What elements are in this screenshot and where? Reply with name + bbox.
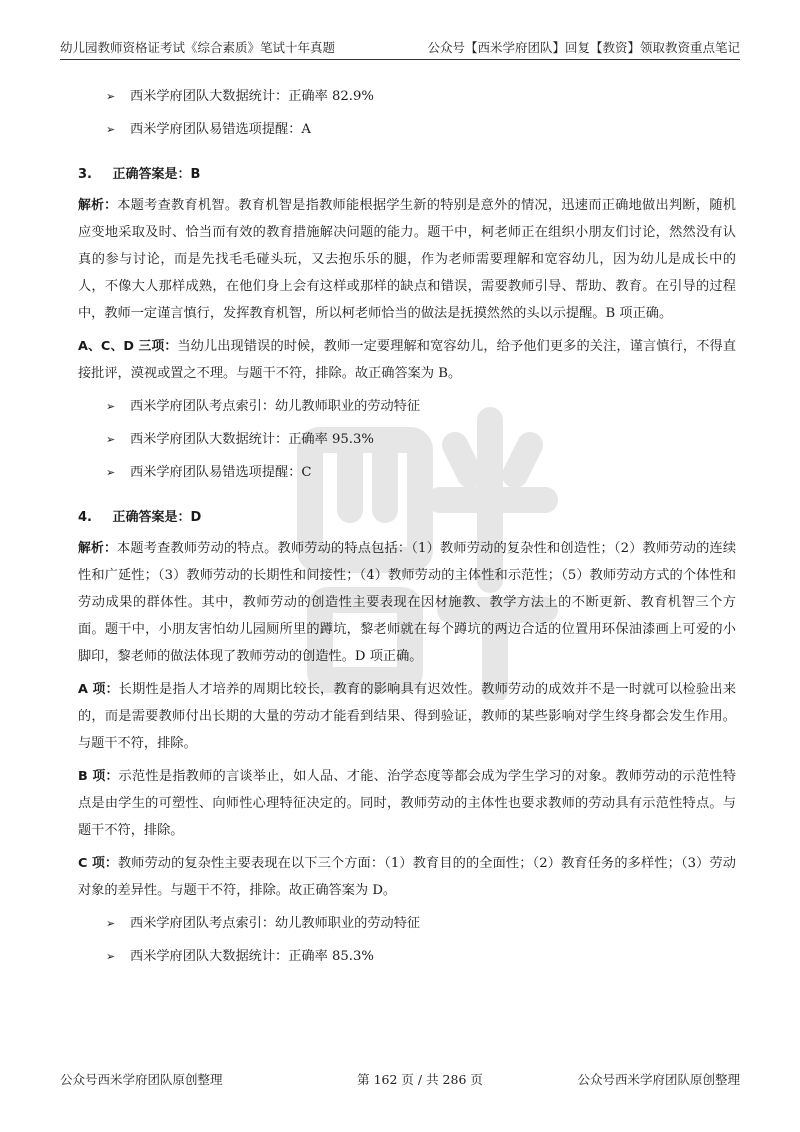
bullet-text: 西米学府团队大数据统计：正确率 82.9%: [130, 89, 374, 104]
correct-answer: 正确答案是：D: [112, 510, 202, 525]
list-item: [78, 393, 736, 420]
arrow-bullet-icon: ➢: [106, 433, 116, 446]
analysis-paragraph: [78, 333, 736, 387]
bullet-text: 西米学府团队考点索引：幼儿教师职业的劳动特征: [130, 399, 421, 414]
para-text: 本题考查教育机智。教育机智是指教师能根据学生新的特别是意外的情况，迅速而正确地做出判断，随机应变地采取及时、恰当而有效的教育措施解决问题的能力。题干中，柯老师正在组织小朋友们讨论，然然没有认真的参与讨论，而是先找毛毛碰头玩，又去抱乐乐的腿，作为老师需要理解和宽容幼儿，因为幼儿是成长中的人，不像大人那样成熟，在他们身上会有这样或那样的缺点和错误，需要教师引导、帮助、教育。在引导的过程中，教师一定谨言慎行，发挥教育机智，所以柯老师恰当的做法是抚摸然然的头以示提醒。B 项正确。: [78, 198, 736, 321]
bullet-text: 西米学府团队易错选项提醒：A: [130, 122, 311, 137]
bullet-text: 西米学府团队大数据统计：正确率 95.3%: [130, 432, 374, 447]
para-label: A、C、D 三项：: [78, 339, 178, 354]
list-item: [78, 426, 736, 453]
para-text: 本题考查教师劳动的特点。教师劳动的特点包括：（1）教师劳动的复杂性和创造性；（2）教师劳动的连续性和广延性；（3）教师劳动的长期性和间接性；（4）教师劳动的主体性和示范性；（5）教师劳动方式的个体性和劳动成果的群体性。其中，教师劳动的创造性主要表现在因材施教、教学方法上的不断更新、教育机智三个方面。题干中，小朋友害怕幼儿园厕所里的蹲坑，黎老师就在每个蹲坑的两边合适的位置用环保油漆画上可爱的小脚印，黎老师的做法体现了教师劳动的创造性。D 项正确。: [78, 541, 737, 664]
para-label: A 项：: [78, 682, 119, 697]
para-label: B 项：: [78, 769, 119, 784]
arrow-bullet-icon: ➢: [106, 123, 116, 136]
question-heading: [78, 161, 736, 188]
para-text: 示范性是指教师的言谈举止，如人品、才能、治学态度等都会成为学生学习的对象。教师劳动的示范性特点是由学生的可塑性、向师性心理特征决定的。同时，教师劳动的主体性也要求教师的劳动具有示范性特点。与题干不符，排除。: [78, 769, 736, 838]
arrow-bullet-icon: ➢: [106, 917, 116, 930]
analysis-paragraph: [78, 763, 736, 844]
analysis-paragraph: [78, 676, 736, 757]
analysis-paragraph: [78, 535, 736, 670]
bullet-text: 西米学府团队易错选项提醒：C: [130, 465, 312, 480]
para-text: 长期性是指人才培养的周期比较长，教育的影响具有迟效性。教师劳动的成效并不是一时就可以检验出来的，而是需要教师付出长期的大量的劳动才能看到结果、得到验证，教师的某些影响对学生终身都会发生作用。与题干不符，排除。: [78, 682, 737, 751]
question-number: 4.: [78, 510, 92, 525]
para-text: 当幼儿出现错误的时候，教师一定要理解和宽容幼儿，给予他们更多的关注，谨言慎行，不得直接批评，漠视或置之不理。与题干不符，排除。故正确答案为 B。: [78, 339, 737, 381]
list-item: [78, 459, 736, 486]
bullet-text: 西米学府团队考点索引：幼儿教师职业的劳动特征: [130, 916, 421, 931]
list-item: [78, 116, 736, 143]
para-label: 解析：: [78, 198, 118, 213]
arrow-bullet-icon: ➢: [106, 400, 116, 413]
footer-right: 公众号西米学府团队原创整理: [577, 1072, 740, 1087]
header-left-title: 幼儿园教师资格证考试《综合素质》笔试十年真题: [60, 40, 336, 55]
para-label: C 项：: [78, 856, 118, 871]
analysis-paragraph: [78, 192, 736, 327]
footer-left: 公众号西米学府团队原创整理: [60, 1072, 223, 1087]
page-footer: [60, 1070, 740, 1088]
page-header: [60, 38, 740, 60]
question-heading: [78, 504, 736, 531]
list-item: [78, 943, 736, 970]
analysis-paragraph: [78, 850, 736, 904]
header-right-note: 公众号【西米学府团队】回复【教资】领取教资重点笔记: [427, 40, 740, 55]
list-item: [78, 83, 736, 110]
page-content: [78, 80, 736, 976]
arrow-bullet-icon: ➢: [106, 466, 116, 479]
arrow-bullet-icon: ➢: [106, 90, 116, 103]
arrow-bullet-icon: ➢: [106, 950, 116, 963]
question-number: 3.: [78, 167, 92, 182]
bullet-text: 西米学府团队大数据统计：正确率 85.3%: [130, 949, 374, 964]
correct-answer: 正确答案是：B: [112, 167, 201, 182]
para-label: 解析：: [78, 541, 117, 556]
page-number: 第 162 页 / 共 286 页: [357, 1072, 483, 1087]
para-text: 教师劳动的复杂性主要表现在以下三个方面：（1）教育目的的全面性；（2）教育任务的多样性；（3）劳动对象的差异性。与题干不符，排除。故正确答案为 D。: [78, 856, 736, 898]
list-item: [78, 910, 736, 937]
